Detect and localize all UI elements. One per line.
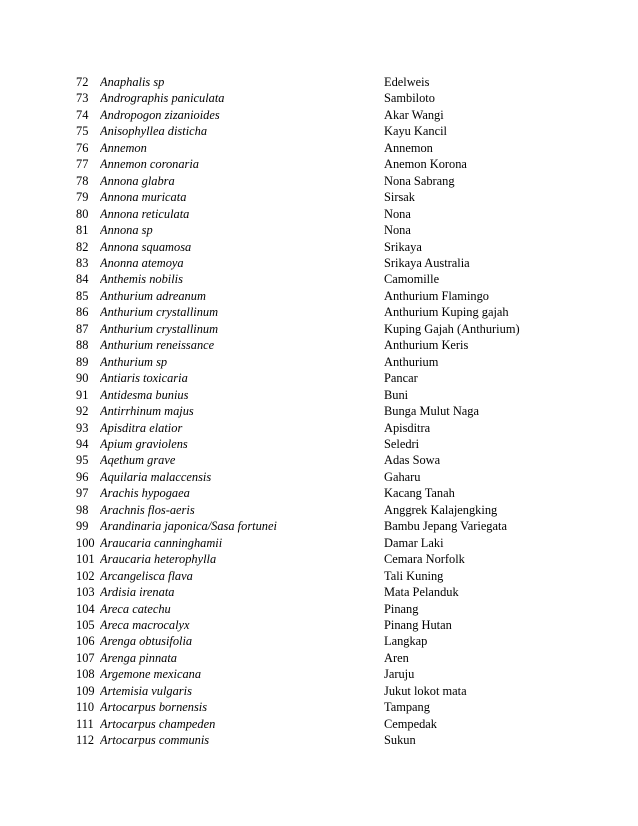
left-margin [0,716,76,732]
left-margin [0,206,76,222]
row-number: 97 [76,486,89,501]
table-row [0,666,638,682]
local-name: Gaharu [384,469,421,484]
row-number: 108 [76,667,95,682]
table-row [0,485,638,501]
scientific-name: Annemon [100,140,147,155]
table-row [0,123,638,139]
left-margin [0,403,76,419]
table-row [0,617,638,633]
row-number: 95 [76,453,89,468]
left-margin [0,337,76,353]
local-name: Srikaya Australia [384,255,470,270]
table-row [0,222,638,238]
scientific-name: Arachnis flos-aeris [100,502,195,517]
left-margin [0,584,76,600]
table-row [0,436,638,452]
scientific-name: Arcangelisca flava [100,568,193,583]
row-number: 106 [76,634,95,649]
local-name: Damar Laki [384,535,444,550]
scientific-name: Apium graviolens [100,436,188,451]
table-row [0,716,638,732]
left-margin [0,173,76,189]
local-name: Nona Sabrang [384,173,455,188]
row-number: 112 [76,733,95,748]
table-row [0,469,638,485]
local-name: Tali Kuning [384,568,444,583]
row-number: 82 [76,239,89,254]
left-margin [0,699,76,715]
table-row [0,601,638,617]
species-table [0,74,638,749]
scientific-name: Arenga pinnata [100,650,177,665]
row-number: 110 [76,700,95,715]
left-margin [0,288,76,304]
table-row [0,206,638,222]
table-row [0,420,638,436]
local-name: Mata Pelanduk [384,585,459,600]
scientific-name: Andropogon zizanioides [100,107,220,122]
scientific-name: Andrographis paniculata [100,91,225,106]
left-margin [0,535,76,551]
scientific-name: Arandinaria japonica/Sasa fortunei [100,519,277,534]
local-name: Kacang Tanah [384,486,455,501]
left-margin [0,370,76,386]
table-row [0,551,638,567]
scientific-name: Areca macrocalyx [100,617,190,632]
left-margin [0,469,76,485]
left-margin [0,123,76,139]
left-margin [0,354,76,370]
local-name: Anemon Korona [384,157,467,172]
local-name: Anggrek Kalajengking [384,502,498,517]
local-name: Seledri [384,436,420,451]
row-number: 79 [76,190,89,205]
local-name: Cempedak [384,716,437,731]
table-row [0,387,638,403]
local-name: Akar Wangi [384,107,444,122]
scientific-name: Araucaria canninghamii [100,535,223,550]
row-number: 90 [76,371,89,386]
table-row [0,173,638,189]
row-number: 81 [76,223,89,238]
scientific-name: Araucaria heterophylla [100,552,217,567]
row-number: 73 [76,91,89,106]
local-name: Pinang Hutan [384,617,452,632]
local-name: Adas Sowa [384,453,441,468]
scientific-name: Arachis hypogaea [100,486,190,501]
scientific-name: Anonna atemoya [100,255,184,270]
table-row [0,535,638,551]
row-number: 76 [76,140,89,155]
scientific-name: Annona glabra [100,173,175,188]
row-number: 77 [76,157,89,172]
table-row [0,370,638,386]
scientific-name: Artocarpus communis [100,733,210,748]
table-row [0,699,638,715]
row-number: 91 [76,387,89,402]
table-row [0,354,638,370]
table-row [0,304,638,320]
scientific-name: Artemisia vulgaris [100,683,192,698]
left-margin [0,601,76,617]
local-name: Srikaya [384,239,422,254]
table-row [0,271,638,287]
table-row [0,255,638,271]
local-name: Anthurium Kuping gajah [384,305,509,320]
table-row [0,156,638,172]
scientific-name: Anaphalis sp [100,75,165,89]
left-margin [0,140,76,156]
left-margin [0,107,76,123]
table-row [0,90,638,106]
left-margin [0,436,76,452]
row-number: 107 [76,650,95,665]
row-number: 98 [76,502,89,517]
scientific-name: Anthurium sp [100,354,168,369]
scientific-name: Anthurium adreanum [100,288,206,303]
left-margin [0,452,76,468]
scientific-name: Anisophyllea disticha [100,124,208,139]
scientific-name: Arenga obtusifolia [100,634,193,649]
left-margin [0,683,76,699]
left-margin [0,666,76,682]
table-row [0,518,638,534]
scientific-name: Antidesma bunius [100,387,189,402]
row-number: 72 [76,75,89,89]
local-name: Aren [384,650,409,665]
scientific-name: Annemon coronaria [100,157,199,172]
row-number: 103 [76,585,95,600]
scientific-name: Antirrhinum majus [100,404,194,419]
local-name: Nona [384,223,411,238]
table-row [0,288,638,304]
row-number: 111 [76,716,94,731]
scientific-name: Anthurium crystallinum [100,305,219,320]
row-number: 87 [76,321,89,336]
left-margin [0,518,76,534]
scientific-name: Anthemis nobilis [100,272,183,287]
row-number: 102 [76,568,95,583]
scientific-name: Annona squamosa [100,239,192,254]
row-number: 99 [76,519,89,534]
local-name: Langkap [384,634,428,649]
row-number: 80 [76,206,89,221]
local-name: Kayu Kancil [384,124,447,139]
row-number: 94 [76,436,89,451]
left-margin [0,222,76,238]
table-row [0,732,638,748]
left-margin [0,156,76,172]
table-row [0,321,638,337]
left-margin [0,239,76,255]
scientific-name: Artocarpus champeden [100,716,216,731]
table-row [0,683,638,699]
local-name: Camomille [384,272,440,287]
table-row [0,107,638,123]
local-name: Nona [384,206,411,221]
left-margin [0,90,76,106]
left-margin [0,502,76,518]
table-row [0,584,638,600]
table-row [0,74,638,90]
left-margin [0,485,76,501]
table-row [0,650,638,666]
local-name: Anthurium [384,354,439,369]
row-number: 83 [76,255,89,270]
row-number: 93 [76,420,89,435]
scientific-name: Aqethum grave [100,453,176,468]
table-row [0,403,638,419]
scientific-name: Anthurium reneissance [100,338,215,353]
left-margin [0,568,76,584]
table-row [0,633,638,649]
local-name: Buni [384,387,409,402]
table-row [0,502,638,518]
left-margin [0,271,76,287]
row-number: 105 [76,617,95,632]
scientific-name: Annona reticulata [100,206,190,221]
scientific-name: Annona sp [100,223,153,238]
local-name: Jukut lokot mata [384,683,467,698]
scientific-name: Aquilaria malaccensis [100,469,212,484]
left-margin [0,304,76,320]
left-margin [0,633,76,649]
left-margin [0,617,76,633]
table-row [0,452,638,468]
species-table-body [0,74,638,749]
local-name: Kuping Gajah (Anthurium) [384,321,520,336]
row-number: 75 [76,124,89,139]
local-name: Jaruju [384,667,415,682]
row-number: 89 [76,354,89,369]
left-margin [0,732,76,748]
left-margin [0,551,76,567]
row-number: 86 [76,305,89,320]
table-row [0,568,638,584]
local-name: Tampang [384,700,430,715]
table-row [0,189,638,205]
local-name: Sukun [384,733,416,748]
scientific-name: Artocarpus bornensis [100,700,208,715]
table-row [0,239,638,255]
left-margin [0,420,76,436]
local-name: Annemon [384,140,433,155]
row-number: 74 [76,107,89,122]
row-number: 78 [76,173,89,188]
local-name: Pinang [384,601,419,616]
table-row [0,337,638,353]
local-name: Apisditra [384,420,431,435]
scientific-name: Annona muricata [100,190,187,205]
local-name: Anthurium Keris [384,338,469,353]
scientific-name: Anthurium crystallinum [100,321,219,336]
local-name: Sambiloto [384,91,435,106]
left-margin [0,387,76,403]
scientific-name: Antiaris toxicaria [100,371,188,386]
row-number: 92 [76,404,89,419]
left-margin [0,74,76,90]
scientific-name: Argemone mexicana [100,667,202,682]
left-margin [0,189,76,205]
scientific-name: Apisditra elatior [100,420,183,435]
row-number: 96 [76,469,89,484]
row-number: 109 [76,683,95,698]
row-number: 104 [76,601,95,616]
left-margin [0,650,76,666]
scientific-name: Areca catechu [100,601,171,616]
row-number: 100 [76,535,95,550]
local-name: Bunga Mulut Naga [384,404,479,419]
row-number: 85 [76,288,89,303]
left-margin [0,255,76,271]
local-name: Edelweis [384,75,430,89]
row-number: 84 [76,272,89,287]
row-number: 101 [76,552,95,567]
row-number: 88 [76,338,89,353]
local-name: Anthurium Flamingo [384,288,489,303]
left-margin [0,321,76,337]
local-name: Pancar [384,371,418,386]
local-name: Bambu Jepang Variegata [384,519,507,534]
table-row [0,140,638,156]
local-name: Sirsak [384,190,415,205]
local-name: Cemara Norfolk [384,552,465,567]
scientific-name: Ardisia irenata [100,585,175,600]
